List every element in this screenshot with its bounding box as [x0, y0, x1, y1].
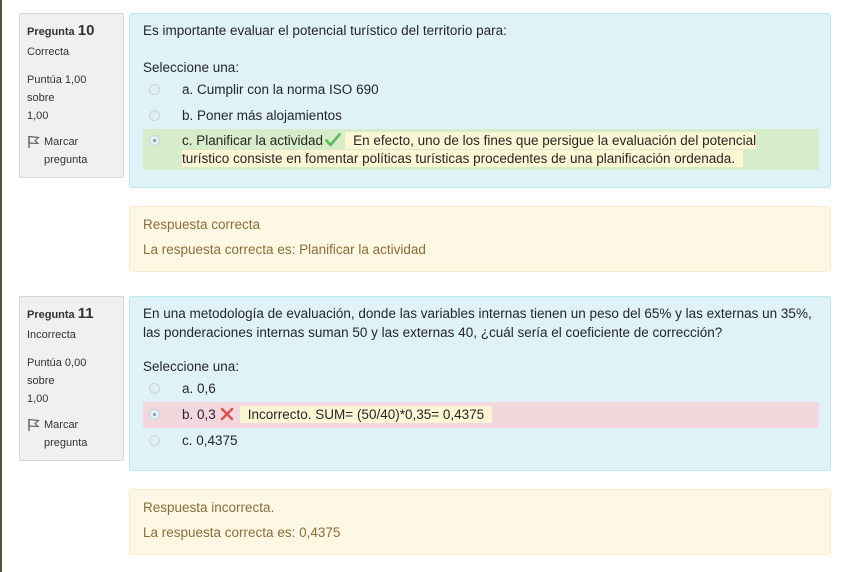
answer-option-c[interactable]: c. 0,4375 — [143, 428, 817, 454]
right-answer: La respuesta correcta es: 0,4375 — [143, 525, 341, 540]
question-number: Pregunta 10 — [27, 22, 95, 39]
question-outcome-11 — [129, 489, 831, 555]
answer-list — [143, 376, 817, 454]
radio-icon[interactable] — [149, 135, 160, 146]
flag-label[interactable]: pregunta — [44, 154, 88, 166]
flag-question-button[interactable] — [27, 133, 116, 169]
radio-icon[interactable] — [149, 409, 160, 420]
check-icon — [325, 133, 341, 147]
left-border — [0, 0, 2, 572]
question-outcome-10 — [129, 206, 831, 272]
answer-option-b[interactable]: b. 0,3 Incorrecto. SUM= (50/40)*0,35= 0,4375 — [143, 402, 819, 428]
question-grade: Puntúa 0,00 sobre 1,00 — [27, 357, 87, 405]
answer-list — [143, 77, 817, 170]
right-answer: La respuesta correcta es: Planificar la actividad — [143, 242, 426, 257]
question-formulation-11 — [129, 296, 831, 471]
answer-option-c[interactable]: c. Planificar la actividad En efecto, uno de los fines que persigue la evaluación del potencial turístico consiste en fomentar políticas turísticas procedentes de una planificación ordenada. — [143, 129, 819, 170]
question-state: Incorrecta — [27, 329, 76, 341]
question-grade: Puntúa 1,00 sobre 1,00 — [27, 74, 87, 122]
radio-icon[interactable] — [149, 84, 160, 95]
question-formulation-10 — [129, 13, 831, 188]
select-prompt: Seleccione una: — [143, 359, 240, 374]
specific-feedback: Incorrecto. SUM= (50/40)*0,35= 0,4375 — [240, 406, 492, 423]
question-number: Pregunta 11 — [27, 305, 94, 322]
question-state: Correcta — [27, 46, 70, 58]
radio-icon[interactable] — [149, 435, 160, 446]
flag-question-button[interactable] — [27, 416, 116, 452]
question-text: En una metodología de evaluación, donde las variables internas tienen un peso del 65% y las externas un 35%, las ponderaciones internas suman 50 y las externas 40, ¿cuál sería el coeficiente de corrección? — [143, 306, 812, 340]
answer-option-a[interactable]: a. Cumplir con la norma ISO 690 — [143, 77, 817, 103]
answer-option-b[interactable]: b. Poner más alojamientos — [143, 103, 817, 129]
select-prompt: Seleccione una: — [143, 60, 240, 75]
radio-icon[interactable] — [149, 383, 160, 394]
question-info-10 — [19, 13, 124, 178]
specific-feedback: En efecto, uno de los fines que persigue la evaluación del potencial turístico consiste en fomentar políticas turísticas procedentes de una planificación ordenada. — [182, 133, 757, 166]
flag-icon — [27, 418, 40, 431]
answer-option-a[interactable]: a. 0,6 — [143, 376, 817, 402]
flag-label[interactable]: pregunta — [44, 437, 88, 449]
radio-icon[interactable] — [149, 110, 160, 121]
outcome-feedback: Respuesta correcta — [143, 217, 261, 232]
outcome-feedback: Respuesta incorrecta. — [143, 500, 275, 515]
question-text: Es importante evaluar el potencial turístico del territorio para: — [143, 23, 507, 38]
question-info-11 — [19, 296, 124, 461]
flag-label[interactable]: Marcar — [44, 136, 79, 148]
x-icon — [220, 407, 234, 421]
flag-icon — [27, 135, 40, 148]
flag-label[interactable]: Marcar — [44, 419, 79, 431]
